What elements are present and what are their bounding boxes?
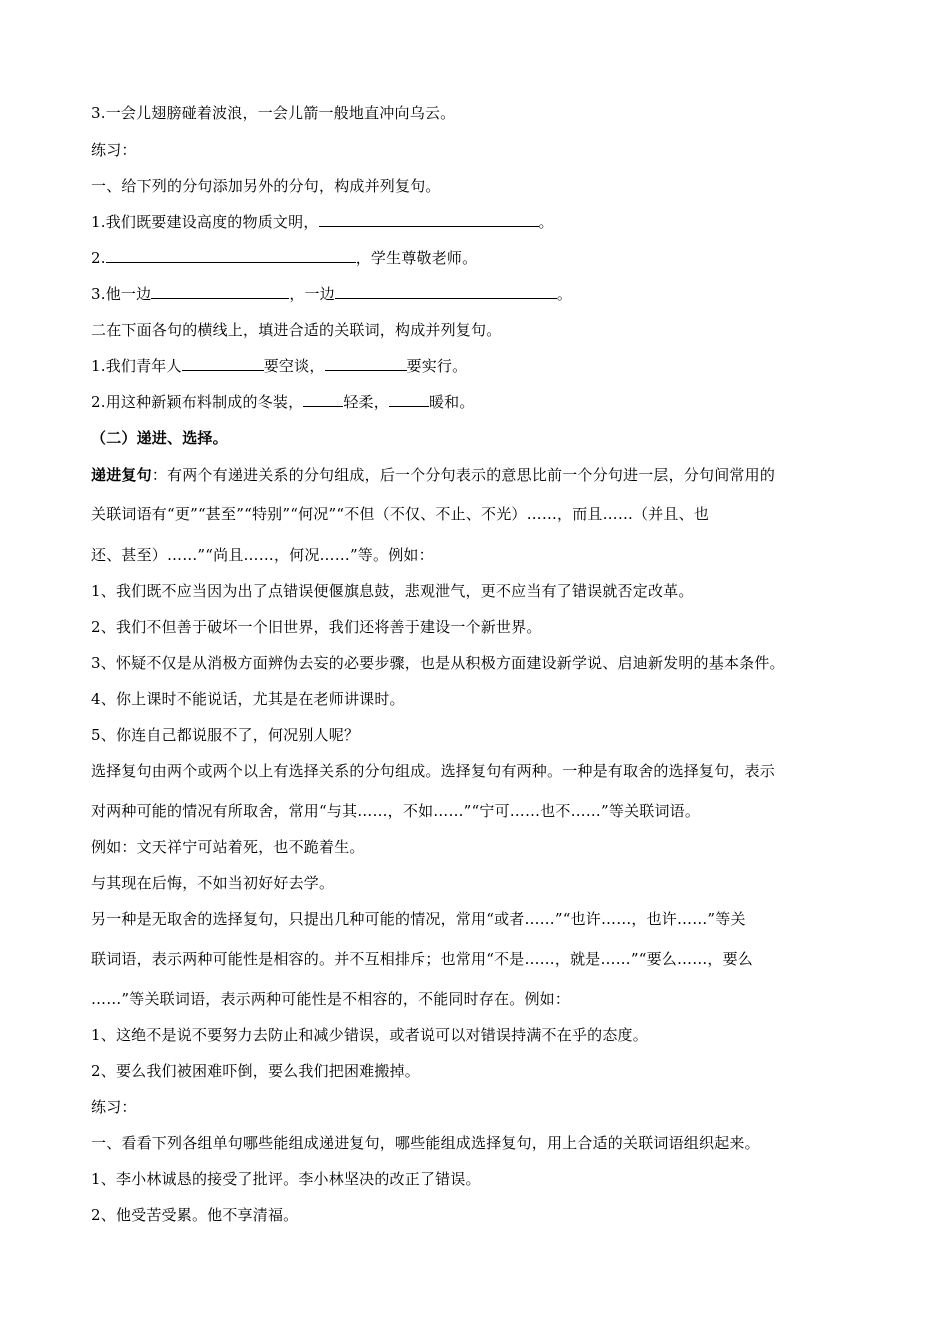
choice-definition-line-2: 对两种可能的情况有所取舍，常用“与其……，不如……”“宁可……也不……”等关联词语。 [91, 802, 701, 820]
answer-blank[interactable] [182, 356, 264, 371]
exercise-item-2b [91, 392, 871, 412]
choice-definition-line-4: 联词语，表示两种可能性是相容的。并不互相排斥；也常用“不是……，就是……”“要么……，要么 [91, 950, 754, 968]
example-item: 1、我们既不应当因为出了点错误便偃旗息鼓，悲观泄气，更不应当有了错误就否定改革。 [91, 582, 694, 600]
exercise-heading: 练习： [91, 1098, 137, 1116]
answer-blank[interactable] [325, 356, 407, 371]
choice-definition-line-5: ……”等关联词语，表示两种可能性是不相容的，不能同时存在。例如： [91, 990, 571, 1008]
answer-blank[interactable] [303, 392, 343, 407]
example-item: 1、这绝不是说不要努力去防止和减少错误，或者说可以对错误持满不在乎的态度。 [91, 1026, 648, 1044]
example-item: 3、怀疑不仅是从消极方面辨伪去妄的必要步骤，也是从积极方面建设新学说、启迪新发明的基本条件。 [91, 654, 785, 672]
exercise-instruction-1: 一、给下列的分句添加另外的分句，构成并列复句。 [91, 177, 441, 195]
example-item: 与其现在后悔，不如当初好好去学。 [91, 874, 335, 892]
answer-blank[interactable] [335, 284, 557, 299]
answer-blank[interactable] [151, 284, 289, 299]
exercise-instruction-3: 一、看看下列各组单句哪些能组成递进复句，哪些能组成选择复句，用上合适的关联词语组织起来。 [91, 1134, 760, 1152]
answer-blank[interactable] [106, 248, 356, 263]
exercise-item-text: 。 [556, 285, 573, 303]
answer-blank[interactable] [399, 212, 539, 227]
answer-blank[interactable] [319, 212, 399, 227]
answer-blank[interactable] [389, 392, 429, 407]
section-heading: （二）递进、选择。 [91, 429, 228, 447]
exercise-item: 1、李小林诚恳的接受了批评。李小林坚决的改正了错误。 [91, 1170, 481, 1188]
exercise-item-text: 暖和。 [428, 393, 475, 411]
exercise-instruction-2: 二在下面各句的横线上，填进合适的关联词，构成并列复句。 [91, 321, 502, 339]
exercise-item-text: 1.我们既要建设高度的物质文明， [91, 213, 319, 231]
progressive-definition-line-3: 还、甚至）……”“尚且……，何况……”等。例如： [91, 546, 434, 564]
exercise-item-text: 要实行。 [406, 357, 468, 375]
exercise-item-text: 轻柔， [343, 393, 389, 411]
example-item: 例如：文天祥宁可站着死，也不跪着生。 [91, 838, 365, 856]
paragraph-text: ：有两个有递进关系的分句组成，后一个分句表示的意思比前一个分句进一层，分句间常用的 [151, 466, 776, 484]
progressive-definition-line-2: 关联词语有“更”“甚至”“特别”“何况”“不但（不仅、不止、不光）……，而且……（并且、也 [91, 505, 710, 523]
exercise-item: 2、他受苦受累。他不享清福。 [91, 1206, 299, 1224]
example-item: 5、你连自己都说服不了，何况别人呢？ [91, 726, 360, 744]
exercise-item-text: 2. [91, 249, 106, 267]
exercise-item-1 [91, 212, 871, 232]
exercise-item-text: 1.我们青年人 [91, 357, 182, 375]
exercise-item-text: 。 [538, 213, 554, 231]
choice-definition-line-3: 另一种是无取舍的选择复句，只提出几种可能的情况，常用“或者……”“也许……，也许……”等关 [91, 910, 746, 928]
example-item: 2、我们不但善于破坏一个旧世界，我们还将善于建设一个新世界。 [91, 618, 542, 636]
example-item: 4、你上课时不能说话，尤其是在老师讲课时。 [91, 690, 405, 708]
exercise-item-1b [91, 356, 871, 376]
exercise-item-text: 要空谈， [263, 357, 325, 375]
exercise-item-text: 2.用这种新颖布料制成的冬装， [91, 393, 304, 411]
progressive-definition-line-1 [91, 465, 871, 485]
exercise-item-text: ，学生尊敬老师。 [355, 249, 478, 267]
exercise-item-text: 3.他一边 [91, 285, 152, 303]
exercise-item-3 [91, 284, 871, 304]
exercise-item-2 [91, 248, 871, 268]
term-label: 递进复句 [91, 466, 152, 484]
exercise-item-text: ，一边 [289, 285, 335, 303]
exercise-heading: 练习： [91, 141, 137, 159]
example-sentence-3: 3.一会儿翅膀碰着波浪，一会儿箭一般地直冲向乌云。 [91, 104, 456, 122]
example-item: 2、要么我们被困难吓倒，要么我们把困难搬掉。 [91, 1062, 420, 1080]
choice-definition-line-1: 选择复句由两个或两个以上有选择关系的分句组成。选择复句有两种。一种是有取舍的选择复句，表示 [91, 762, 776, 780]
